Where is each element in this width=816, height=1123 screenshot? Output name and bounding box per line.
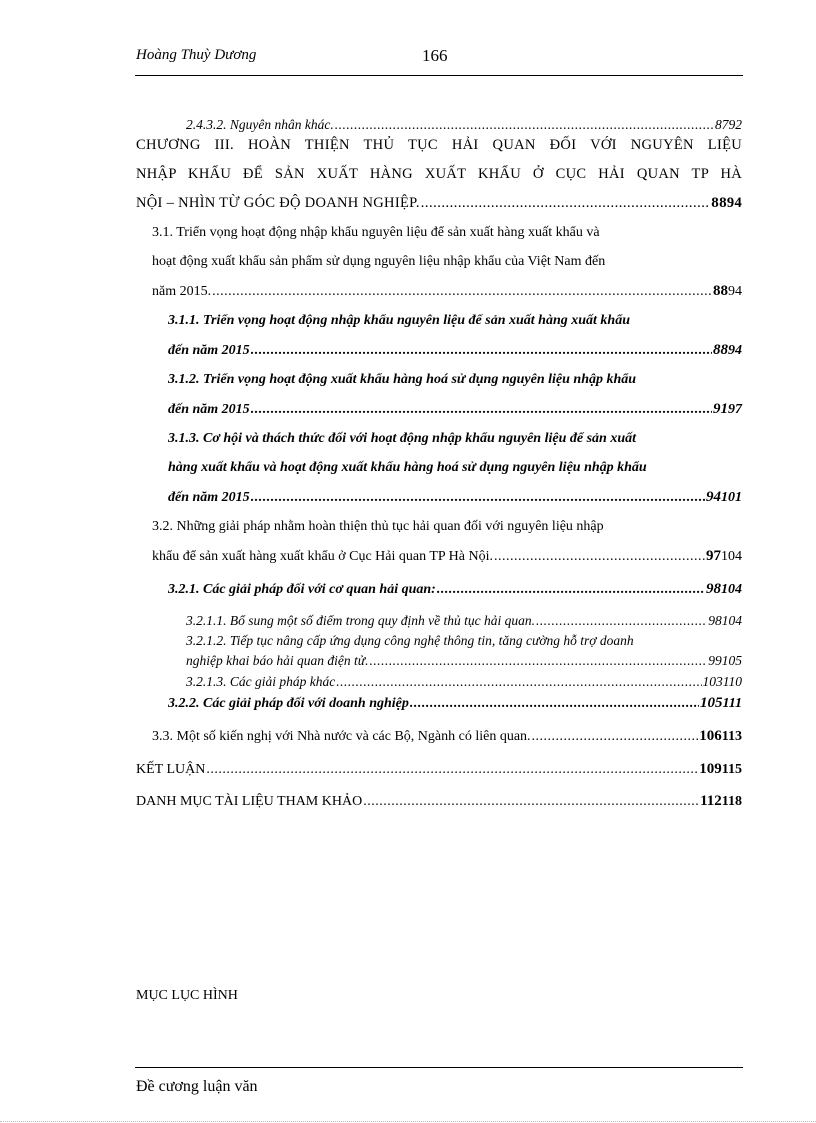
toc-page-number: 94101 (706, 489, 742, 505)
toc-entry-line: 3.2.1.2. Tiếp tục nâng cấp ứng dụng công nghệ thông tin, tăng cường hỗ trợ doanh (186, 633, 634, 648)
dot-leader (336, 674, 701, 690)
toc-entry-3-2-1-1[interactable] (186, 613, 742, 629)
toc-entry-2-4-3-2[interactable] (186, 117, 742, 133)
toc-page-number: 8894 (711, 195, 742, 211)
toc-entry-line: 3.1. Triển vọng hoạt động nhập khẩu nguyên liệu để sản xuất hàng xuất khẩu và (152, 225, 600, 240)
toc-page-number: 112118 (700, 793, 742, 809)
dot-leader (335, 117, 714, 133)
dot-leader (206, 762, 698, 778)
toc-entry-line: NỘI – NHÌN TỪ GÓC ĐỘ DOANH NGHIỆP. (136, 195, 420, 211)
toc-entry-text: DANH MỤC TÀI LIỆU THAM KHẢO (136, 794, 363, 809)
toc-entry-line: CHƯƠNG III. HOÀN THIỆN THỦ TỤC HẢI QUAN ĐỐI VỚI NGUYÊN LIỆU (136, 137, 742, 153)
toc-entry-line: 3.1.1. Triển vọng hoạt động nhập khẩu nguyên liệu để sản xuất hàng xuất khẩu (168, 313, 630, 328)
toc-entry-references[interactable] (136, 793, 742, 810)
toc-page-number: 105111 (700, 695, 742, 711)
toc-entry-text: 3.2.2. Các giải pháp đối với doanh nghiệp (168, 696, 409, 711)
dot-leader (494, 549, 705, 565)
header-page-number: 166 (422, 46, 448, 65)
toc-entry-conclusion[interactable] (136, 761, 742, 778)
toc-page-number: 9197 (713, 401, 742, 417)
toc-entry-line: năm 2015. (152, 284, 212, 299)
toc-entry-line: 3.2. Những giải pháp nhằm hoàn thiện thủ tục hải quan đối với nguyên liệu nhập (152, 519, 604, 534)
toc-entry-line: hàng xuất khẩu và hoạt động xuất khẩu hàng hoá sử dụng nguyên liệu nhập khẩu (168, 460, 647, 475)
header-author: Hoàng Thuỳ Dương (136, 47, 257, 63)
toc-page-number: 98104 (708, 613, 742, 628)
toc-entry-line: đến năm 2015 (168, 490, 250, 505)
toc-page-number: 99105 (708, 653, 742, 668)
dot-leader (369, 653, 707, 669)
dot-leader (421, 195, 711, 212)
toc-entry-line: nghiệp khai báo hải quan điện tử. (186, 653, 369, 668)
page-edge (0, 1121, 816, 1122)
toc-entry-3-3[interactable] (152, 728, 742, 745)
toc-page-number: 98104 (706, 581, 742, 597)
footer-rule (135, 1067, 743, 1068)
toc-entry-3-2-2[interactable] (168, 695, 742, 712)
toc-entry-3-2-1[interactable] (168, 581, 742, 598)
toc-page-number: 103110 (702, 674, 742, 689)
dot-leader (410, 696, 699, 712)
header-rule (135, 75, 743, 76)
toc-page-number: 8894 (713, 342, 742, 358)
toc-entry-line: NHẬP KHẨU ĐỂ SẢN XUẤT HÀNG XUẤT KHẨU Ở CỤC HẢI QUAN TP HÀ (136, 166, 742, 182)
toc-entry-line: 3.1.2. Triển vọng hoạt động xuất khẩu hàng hoá sử dụng nguyên liệu nhập khẩu (168, 372, 637, 387)
toc-entry-line: đến năm 2015 (168, 343, 250, 358)
toc-page-number: 8894 (713, 283, 742, 299)
toc-page-number: 8792 (715, 117, 742, 132)
dot-leader (532, 729, 699, 745)
dot-leader (251, 402, 712, 418)
toc-entry-line: khẩu để sản xuất hàng xuất khẩu ở Cục Hải quan TP Hà Nội. (152, 549, 493, 564)
dot-leader (251, 343, 712, 359)
toc-entry-text: 3.2.1.3. Các giải pháp khác (186, 674, 336, 689)
dot-leader (251, 490, 705, 506)
dot-leader (536, 613, 707, 629)
toc-page-number: 109115 (699, 761, 742, 777)
dot-leader (437, 582, 705, 598)
toc-page-number: 106113 (699, 728, 742, 744)
toc-entry-line: 3.1.3. Cơ hội và thách thức đối với hoạt động nhập khẩu nguyên liệu để sản xuất (168, 431, 636, 446)
toc-page-number: 97104 (706, 548, 742, 564)
footer-text: Đề cương luận văn (136, 1078, 258, 1095)
toc-entry-text: 3.3. Một số kiến nghị với Nhà nước và các Bộ, Ngành có liên quan. (152, 729, 531, 744)
toc-entry-line: hoạt động xuất khẩu sản phẩm sử dụng nguyên liệu nhập khẩu của Việt Nam đến (152, 254, 606, 269)
toc-entry-line: đến năm 2015 (168, 402, 250, 417)
dot-leader (363, 794, 699, 810)
toc-entry-text: 2.4.3.2. Nguyên nhân khác. (186, 117, 334, 132)
toc-entry-text: 3.2.1.1. Bổ sung một số điểm trong quy định về thủ tục hải quan. (186, 613, 535, 628)
dot-leader (212, 284, 712, 300)
toc-entry-3-2-1-3[interactable] (186, 674, 742, 690)
toc-entry-text: KẾT LUẬN (136, 762, 206, 777)
toc-entry-text: 3.2.1. Các giải pháp đối với cơ quan hải quan: (168, 582, 436, 597)
figures-heading: MỤC LỤC HÌNH (136, 988, 238, 1003)
